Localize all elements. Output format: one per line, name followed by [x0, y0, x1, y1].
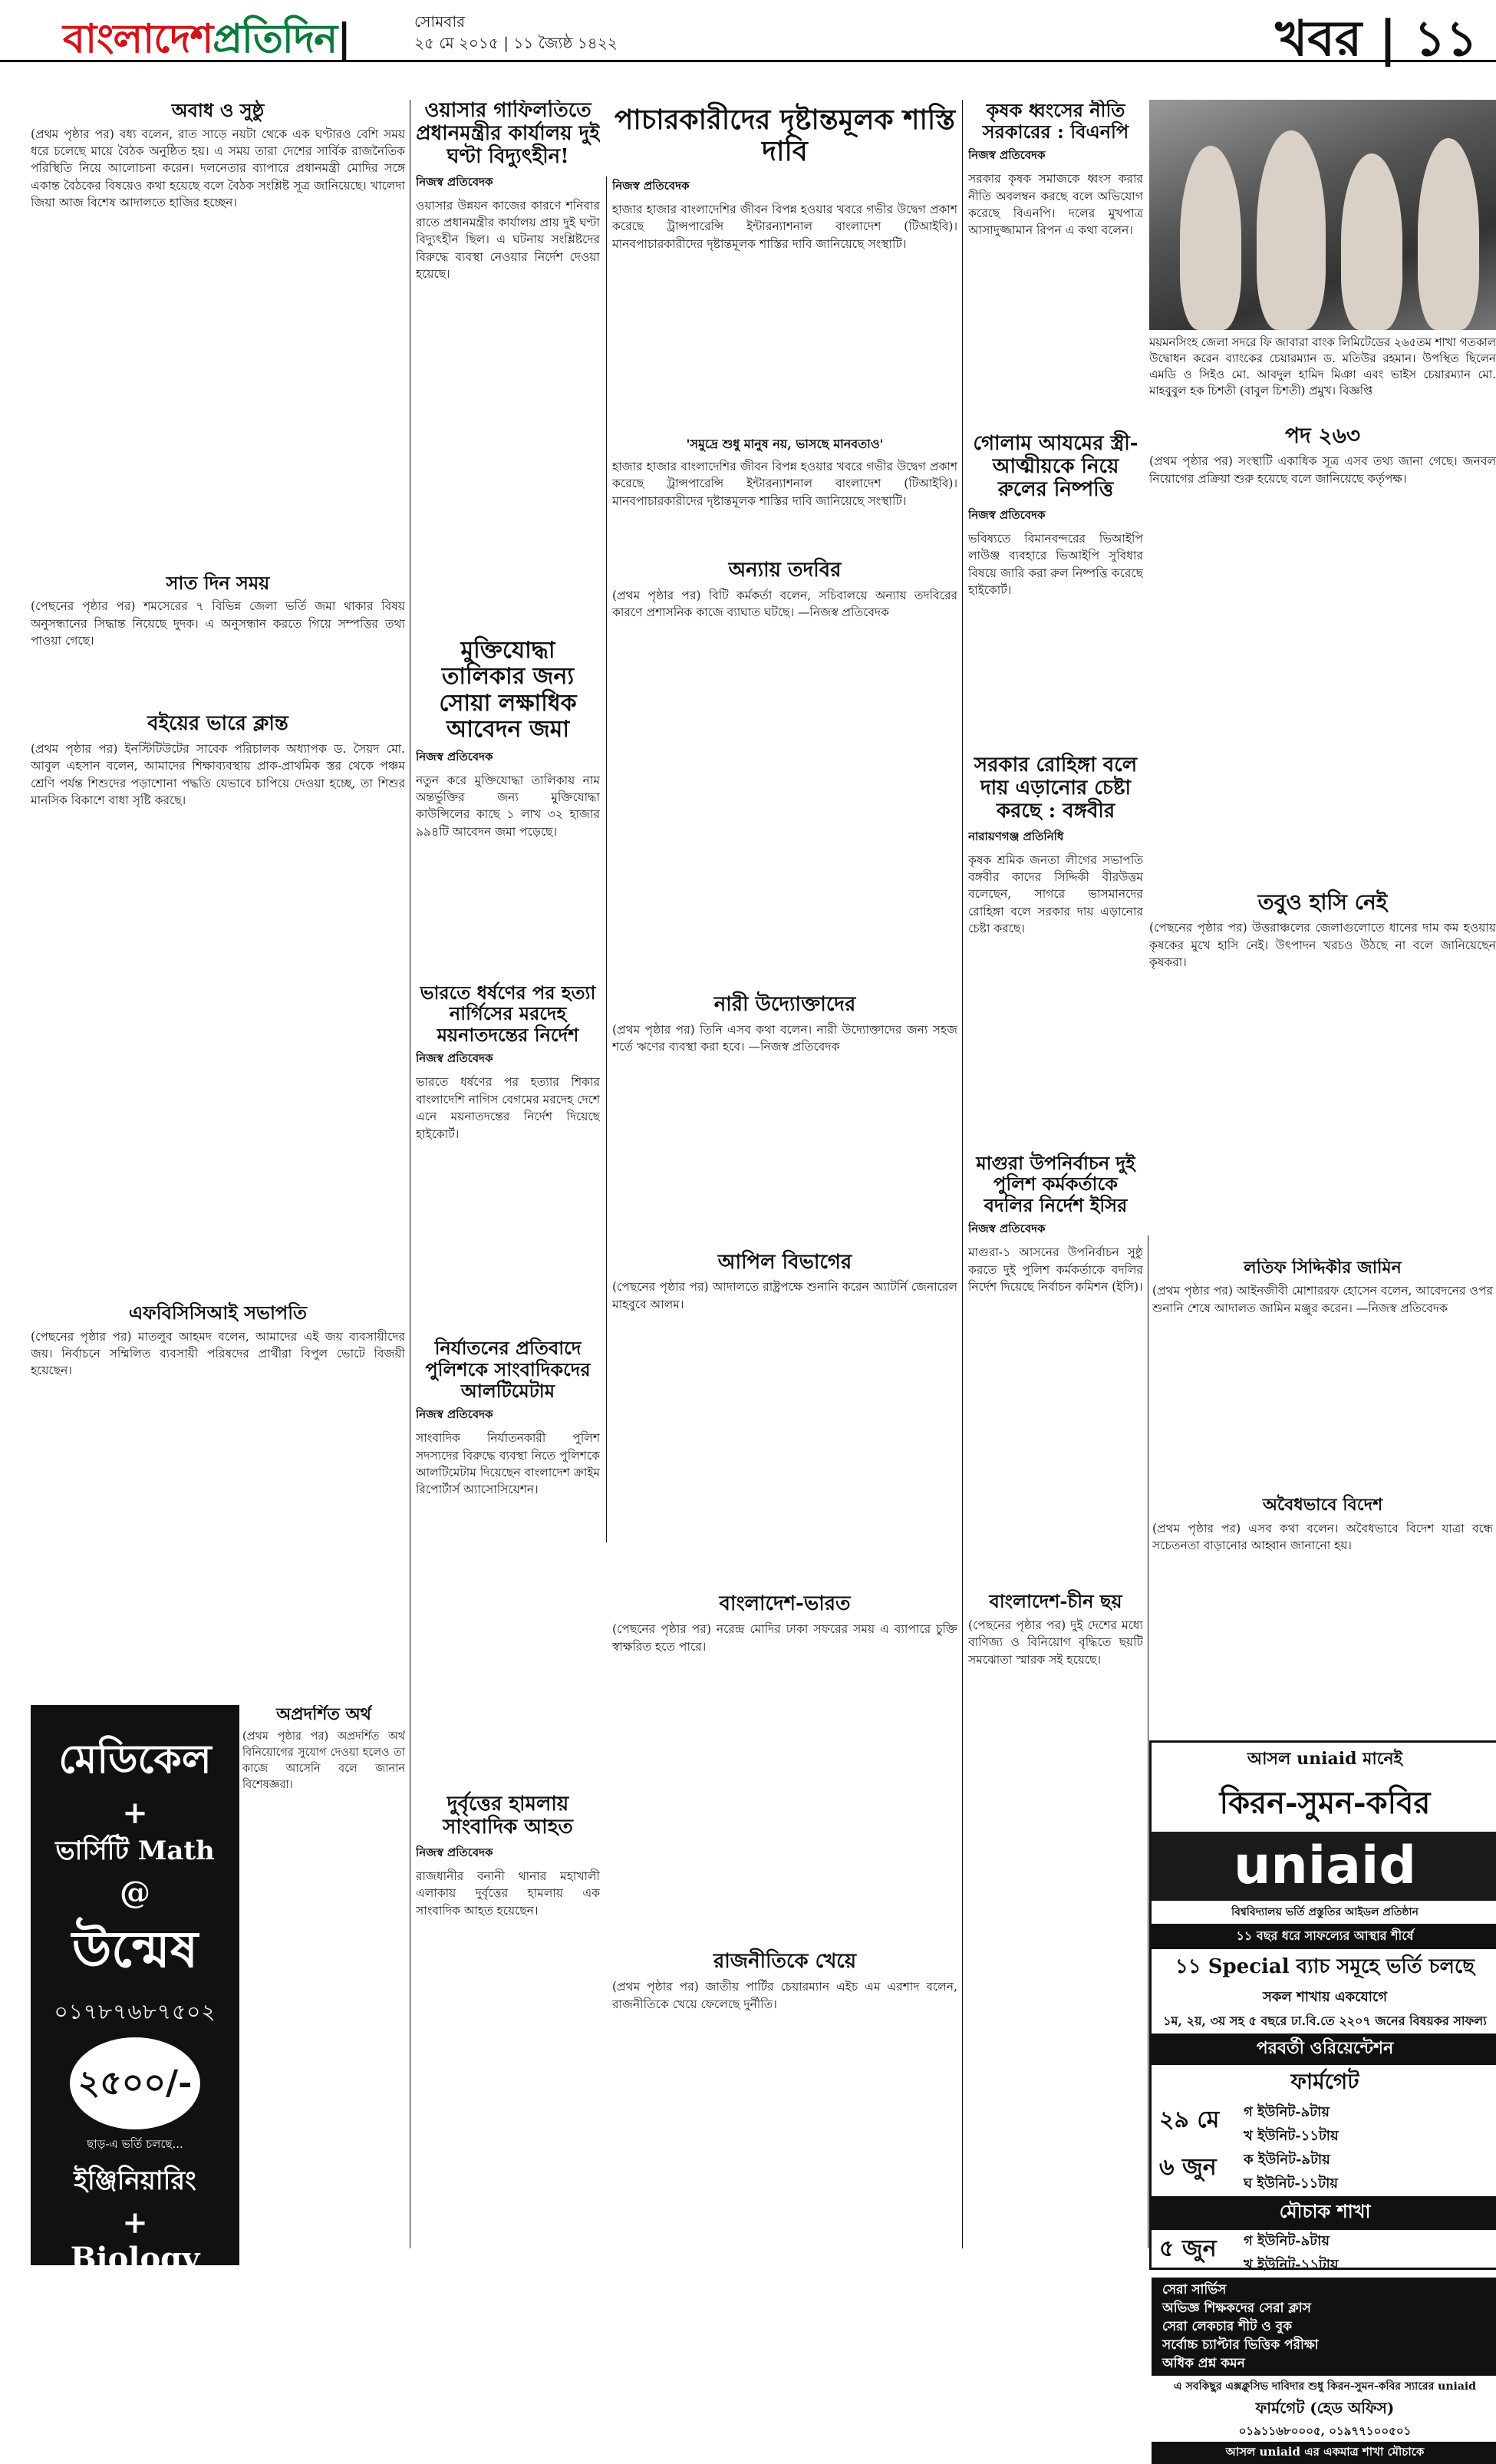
ad-phones: ০১৯১১৬৮০০০৫, ০১৯৭৭১০০৫০১ [1238, 2424, 1412, 2438]
article-body: (পেছনের পৃষ্ঠার পর) শমসেরের ৭ বিভিন্ন জেলা ভর্তি জমা থাকার বিষয় অনুসন্ধানের সিদ্ধান্ত নিয়েছে দুদক। এ অনুসন্ধান করতে গিয়ে সম্পত্তির তথ্য পাওয়া গেছে। [31, 599, 405, 648]
ad-phone-2: ০১৮১১১৬১১৬ [61, 2393, 209, 2419]
article-body: (প্রথম পৃষ্ঠার পর) এসব কথা বলেন। অবৈধভাবে বিদেশ যাত্রা বন্ধে সচেতনতা বাড়ানোর আহ্বান জানানো হয়। [1152, 1521, 1493, 1552]
column-left [31, 100, 405, 1697]
subhead: 'সমুদ্রে শুধু মানুষ নয়, ভাসছে মানবতাও' [686, 436, 884, 451]
headline[interactable]: বাংলাদেশ-চীন ছয় [989, 1590, 1122, 1613]
article-body: নতুন করে মুক্তিযোদ্ধা তালিকায় নাম অন্তর্ভুক্তির জন্য মুক্তিযোদ্ধা কাউন্সিলের কাছে ১ লাখ ৩২ হাজার ৯৯৪টি আবেদন জমা পড়েছে। [416, 773, 600, 839]
headline[interactable]: ওয়াসার গাফিলতিতে প্রধানমন্ত্রীর কার্যালয় দুই ঘণ্টা বিদ্যুৎহীন! [416, 100, 600, 168]
ad-plus-2: + [122, 2205, 148, 2241]
column-left-middle [416, 100, 600, 2248]
ad-bottom: আসল uniaid এর একমাত্র শাখা মৌচাকে [1152, 2442, 1496, 2464]
article-body: (প্রথম পৃষ্ঠার পর) অপ্রদর্শিত অর্থ বিনিয়োগের সুযোগ দেওয়া হলেও তা কাজে আসেনি বলে জানান বিশেষজ্ঞরা। [242, 1730, 405, 1792]
byline: নিজস্ব প্রতিবেদক [416, 749, 493, 764]
ad-at-2: @ [120, 2277, 150, 2313]
ad-footer: এ সবকিছুর এক্সক্লুসিভ দাবিদার শুধু কিরন-সুমন-কবির স্যারের uniaid [1174, 2380, 1476, 2393]
byline: নিজস্ব প্রতিবেদক [416, 1407, 493, 1422]
ad-unit: গ ইউনিট-৯টায় [1244, 2104, 1330, 2120]
ad-brand-udvash: উদ্ভাস [78, 2321, 192, 2375]
article-unreported-money [242, 1705, 405, 2250]
headline[interactable]: রাজনীতিকে খেয়ে [713, 1950, 857, 1974]
article-body: (পেছনের পৃষ্ঠার পর) মাতলুব আহমদ বলেন, আমাদের এই জয় ব্যবসায়ীদের জয়। নির্বাচনে সম্মিলিত ব্যবসায়ী পরিষদের প্রার্থীরা বিপুল ভোটে বিজয়ী হয়েছেন। [31, 1329, 405, 1378]
ad-feature: অধিক প্রশ্ন কমন [1162, 2356, 1245, 2371]
ad-date: ৬ জুন [1159, 2154, 1217, 2181]
uniaid-logo: uniaid [1152, 1832, 1496, 1901]
ad-unit: ঘ ইউনিট-১১টায় [1244, 2175, 1338, 2192]
headline[interactable]: সাত দিন সময় [166, 571, 270, 594]
article-body: রাজধানীর বনানী থানার মহাখালী এলাকায় দুর্বৃত্তের হামলায় এক সাংবাদিক আহত হয়েছেন। [416, 1869, 600, 1918]
article-body: (প্রথম পৃষ্ঠার পর) তিনি এসব কথা বলেন। নারী উদ্যোক্তাদের জন্য সহজ শর্তে ঋণের ব্যবস্থা করা হবে। —নিজস্ব প্রতিবেদক [612, 1022, 957, 1054]
byline: নারায়ণগঞ্জ প্রতিনিধি [968, 829, 1064, 843]
headline[interactable]: ভারতে ধর্ষণের পর হত্যা নার্গিসের মরদেহ ময়নাতদন্তের নির্দেশ [420, 981, 596, 1046]
article-body: মাগুরা-১ আসনের উপনির্বাচন সুষ্ঠু করতে দুই পুলিশ কর্মকর্তাকে বদলির নির্দেশ দিয়েছে নির্বাচন কমিশন (ইসি)। [968, 1245, 1143, 1295]
ad-feature: অভিজ্ঞ শিক্ষকদের সেরা ক্লাস [1162, 2301, 1311, 2316]
person-figure [1180, 146, 1241, 330]
ad-feature: সর্বোচ্চ চ্যাপ্টার ভিত্তিক পরীক্ষা [1162, 2337, 1319, 2353]
byline: নিজস্ব প্রতিবেদক [968, 507, 1046, 522]
section-name: খবর [1275, 10, 1363, 68]
ad-sub: সকল শাখায় একযোগে [1262, 1989, 1388, 2005]
coaching-ad[interactable] [31, 1705, 239, 2419]
article-body: (প্রথম পৃষ্ঠার পর) বিটি কর্মকর্তা বলেন, সচিবালয়ে অন্যায় তদবিরের কারণে প্রশাসনিক কাজে ব্যাঘাত ঘটছে। —নিজস্ব প্রতিবেদক [612, 588, 957, 620]
headline[interactable]: আপিল বিভাগের [717, 1250, 852, 1274]
headline[interactable]: লতিফ সিদ্দিকীর জামিন [1244, 1258, 1402, 1278]
article-body: হাজার হাজার বাংলাদেশির জীবন বিপন্ন হওয়ার খবরে গভীর উদ্বেগ প্রকাশ করেছে ট্রান্সপারেন্সি ইন্টারন্যাশনাল বাংলাদেশ (টিআইবি)। মানবপাচারকারীদের দৃষ্টান্তমূলক শাস্তির দাবি জানিয়েছে সংস্থাটি। [612, 202, 957, 251]
ad-price-badge [70, 2037, 200, 2129]
ad-at: @ [120, 1875, 150, 1911]
ad-branch-farmgate: ফার্মগেট [1290, 2069, 1359, 2094]
person-figure [1257, 130, 1326, 330]
ad-branch-mouchak: মৌচাক শাখা [1152, 2196, 1496, 2230]
page-number: ১১ [1413, 10, 1478, 68]
spacer [968, 1550, 1143, 1558]
ad-unit: খ ইউনিট-১১টায় [1244, 2257, 1339, 2273]
ad-price-note: ছাড়-এ ভর্তি চলছে... [87, 2137, 183, 2151]
ad-varsity-math: ভার্সিটি Math [55, 1836, 215, 1866]
issue-date-text: ২৫ মে ২০১৫ | ১১ জ্যৈষ্ঠ ১৪২২ [414, 34, 618, 52]
headline[interactable]: এফবিসিসিআই সভাপতি [128, 1301, 308, 1324]
masthead [0, 0, 1496, 68]
article-body: (প্রথম পৃষ্ঠার পর) জাতীয় পার্টির চেয়ারম্যান এইচ এম এরশাদ বলেন, রাজনীতিকে খেয়ে ফেলেছে দুর্নীতি। [612, 1980, 957, 2011]
headline[interactable]: বইয়ের ভারে ক্লান্ত [147, 712, 288, 736]
ad-price: ২৫০০/- [77, 2063, 193, 2103]
headline[interactable]: অবাধ ও সুষ্ঠু [171, 100, 265, 121]
photo-caption: ময়মনসিংহ জেলা সদরে ফি জাবারা বাংক লিমিটেডের ২৬৫তম শাখা গতকাল উদ্বোধন করেন ব্যাংকের চেয়ারম্যান ড. মতিউর রহমান। উপস্থিত ছিলেন এমডি ও সিইও মো. আবদুল হামিদ মিঞা এবং ভাইস চেয়ারম্যান মো. মাহবুবুল হক চিশতী (বাবুল চিশতী) প্রমুখ। বিজ্ঞপ্তি [1149, 335, 1496, 397]
headline[interactable]: বাংলাদেশ-ভারত [719, 1592, 851, 1616]
ad-biology: Biology [70, 2241, 200, 2277]
article-body: ওয়াসার উন্নয়ন কাজের কারণে শনিবার রাতে প্রধানমন্ত্রীর কার্যালয় প্রায় দুই ঘণ্টা বিদ্যুৎহীন ছিল। এ ঘটনায় সংশ্লিষ্টদের বিরুদ্ধে ব্যবস্থা নেওয়ার নির্দেশ দেওয়া হয়েছে। [416, 198, 600, 282]
ad-hq: ফার্মগেট (হেড অফিস) [1255, 2399, 1395, 2417]
ad-tagline: বিশ্ববিদ্যালয় ভর্তি প্রস্তুতির আইডল প্রতিষ্ঠান [1231, 1906, 1419, 1918]
byline: নিজস্ব প্রতিবেদক [612, 178, 690, 193]
column-center-right [968, 100, 1143, 2248]
ad-medical: মেডিকেল [58, 1736, 212, 1783]
ad-date: ২৯ মে [1159, 2106, 1220, 2133]
article-body: ভারতে ধর্ষণের পর হত্যার শিকার বাংলাদেশি নাগিস বেগমের মরদেহ দেশে এনে ময়নাতদন্তের নির্দেশ দিয়েছে হাইকোর্ট। [416, 1075, 600, 1141]
headline[interactable]: কৃষক ধ্বংসের নীতি সরকারের : বিএনপি [982, 100, 1129, 143]
headline[interactable]: তবুও হাসি নেই [1257, 889, 1388, 915]
column-center [612, 100, 957, 2248]
headline[interactable]: গোলাম আযমের স্ত্রী-আত্মীয়কে নিয়ে রুলের নিষ্পত্তি [973, 432, 1138, 501]
news-photo[interactable] [1149, 100, 1496, 330]
ad-date: ৫ জুন [1159, 2235, 1217, 2262]
ad-unit: ক ইউনিট-৯টায় [1244, 2152, 1330, 2168]
ad-feature: সেরা সার্ভিস [1162, 2282, 1227, 2297]
issue-date [414, 11, 618, 54]
ad-engineering: ইঞ্জিনিয়ারিং [74, 2165, 196, 2196]
byline: নিজস্ব প্রতিবেদক [968, 148, 1046, 163]
ad-features [1152, 2278, 1496, 2376]
headline[interactable]: নারী উদ্যোক্তাদের [713, 992, 856, 1016]
column-rule [606, 176, 607, 1542]
headline[interactable]: অবৈধভাবে বিদেশ [1262, 1495, 1383, 1516]
headline[interactable]: মুক্তিযোদ্ধা তালিকার জন্য সোয়া লক্ষাধিক আবেদন জমা [439, 636, 577, 744]
logo-part-1: বাংলাদেশ [63, 15, 213, 62]
uniaid-ad[interactable] [1149, 1740, 1496, 2459]
article-body: (প্রথম পৃষ্ঠার পর) সংস্থাটি একাধিক সূত্র এসব তথ্য জানা গেছে। জনবল নিয়োগের প্রক্রিয়া শুরু হয়েছে বলে জানিয়েছে কর্তৃপক্ষ। [1149, 454, 1496, 486]
article-body: সাংবাদিক নির্যাতনকারী পুলিশ সদস্যদের বিরুদ্ধে ব্যবস্থা নিতে পুলিশকে আলটিমেটাম দিয়েছেন বাংলাদেশ ক্রাইম রিপোর্টার্স অ্যাসোসিয়েশন। [416, 1431, 600, 1497]
article-body: সরকার কৃষক সমাজকে ধ্বংস করার নীতি অবলম্বন করছে বলে অভিযোগ করেছে বিএনপি। দলের মুখপাত্র আসাদুজ্জামান রিপন এ কথা বলেন। [968, 172, 1143, 238]
ad-unit: খ ইউনিট-১১টায় [1244, 2128, 1339, 2144]
headline[interactable]: সরকার রোহিঙ্গা বলে দায় এড়ানোর চেষ্টা করছে : বঙ্গবীর [974, 753, 1138, 823]
byline: নিজস্ব প্রতিবেদক [416, 1051, 493, 1066]
column-right [1149, 424, 1496, 1252]
article-body: (প্রথম পৃষ্ঠার পর) বধ্য বলেন, রাত সাড়ে নয়টা থেকে এক ঘণ্টারও বেশি সময় ধরে চলেছে মায়ে বৈঠক অনুষ্ঠিত হয়। এ সময় তারা দেশের সার্বিক রাজনৈতিক পরিস্থিতি নিয়ে আলোচনা করেন। দলনেতার ব্যাপারে প্রধানমন্ত্রী মোদির সঙ্গে একান্ত বৈঠকের বিষয়েও কথা হয়েছে বলে বৈঠক সংশ্লিষ্ট সূত্র জানিয়েছে। খালেদা জিয়া আজ বিশেষ আদালতে হাজির হচ্ছেন। [31, 127, 405, 210]
ad-feature: সেরা লেকচার শীট ও বুক [1162, 2319, 1293, 2334]
column-rule [962, 100, 963, 2248]
headline[interactable]: নির্যাতনের প্রতিবাদে পুলিশকে সাংবাদিকদের আলটিমেটাম [425, 1337, 591, 1402]
article-body: (পেছনের পৃষ্ঠার পর) উত্তরাঞ্চলের জেলাগুলোতে ধানের দাম কম হওয়ায় কৃষকের মুখে হাসি নেই। উৎপাদন খরচও উঠছে না বলে জানিয়েছেন কৃষকরা। [1149, 921, 1496, 970]
article-body: ভবিষ্যতে বিমানবন্দরের ভিআইপি লাউঞ্জ ব্যবহারে ভিআইপি সুবিধার বিষয়ে জারি করা রুল নিষ্পত্তি করেছে হাইকোর্ট। [968, 531, 1143, 598]
article-body: (প্রথম পৃষ্ঠার পর) আইনজীবী মোশাররফ হোসেন বলেন, আবেদনের ওপর শুনানি শেষে আদালত জামিন মঞ্জুর করেন। —নিজস্ব প্রতিবেদক [1152, 1284, 1493, 1315]
photo-caption-box [1149, 335, 1496, 419]
byline: নিজস্ব প্রতিবেদক [416, 1846, 493, 1860]
byline: নিজস্ব প্রতিবেদক [416, 174, 493, 189]
issue-day: সোমবার [414, 12, 466, 31]
ad-unit: গ ইউনিট-৯টায় [1244, 2233, 1330, 2249]
logo-part-2: প্রতিদিন [213, 15, 338, 62]
article-body: হাজার হাজার বাংলাদেশির জীবন বিপন্ন হওয়ার খবরে গভীর উদ্বেগ প্রকাশ করেছে ট্রান্সপারেন্সি ইন্টারন্যাশনাল বাংলাদেশ (টিআইবি)। মানবপাচারকারীদের দৃষ্টান্তমূলক শাস্তির দাবি জানিয়েছে সংস্থাটি। [612, 459, 957, 508]
headline[interactable]: অপ্রদর্শিত অর্থ [276, 1705, 371, 1724]
headline[interactable]: অন্যায় তদবির [728, 558, 842, 582]
ad-result: ১ম, ২য়, ৩য় সহ ৫ বছরে ঢা.বি.তে ২২০৭ জনের বিষয়কর সাফল্য [1163, 2014, 1487, 2028]
ad-teacher-names: কিরন-সুমন-কবির [1219, 1785, 1431, 1821]
headline[interactable]: মাগুরা উপনির্বাচন দুই পুলিশ কর্মকর্তাকে বদলির নির্দেশ ইসির [976, 1151, 1135, 1216]
ad-orientation: পরবর্তী ওরিয়েন্টেশন [1152, 2034, 1496, 2065]
ad-top-line: আসল uniaid মানেই [1247, 1749, 1403, 1769]
ad-special: ১১ Special ব্যাচ সমূহে ভর্তি চলছে [1175, 1955, 1475, 1978]
section-header: খবর | ১১ [1275, 10, 1478, 68]
ad-schedule-1 [1152, 2101, 1496, 2149]
article-body: (প্রথম পৃষ্ঠার পর) ইনস্টিটিউটের সাবেক পরিচালক অধ্যাপক ড. সৈয়দ মো. আবুল এহসান বলেন, আমাদের শিক্ষাব্যবস্থায় প্রাক-প্রাথমিক স্তর থেকে পঞ্চম শ্রেণি পর্যন্ত শিশুদের পড়াশোনা পদ্ধতি যেভাবে চাপিয়ে দেওয়া হচ্ছে, তা শিশুর মানসিক বিকাশে বাধা সৃষ্টি করছে। [31, 742, 405, 808]
ad-schedule-2 [1152, 2149, 1496, 2196]
ad-schedule-3 [1152, 2230, 1496, 2278]
ad-offer: ১১ বছর ধরে সাফল্যের আস্থার শীর্ষে [1152, 1924, 1496, 1949]
lead-headline[interactable]: পাচারকারীদের দৃষ্টান্তমূলক শাস্তি দাবি [614, 104, 956, 168]
byline: নিজস্ব প্রতিবেদক [968, 1222, 1046, 1236]
ad-brand-unmesh: উন্মেষ [71, 1919, 199, 1979]
ad-phone-1: ০১৭৮৭৬৮৭৫০২ [54, 1999, 216, 2024]
article-body: (পেছনের পৃষ্ঠার পর) নরেন্দ্র মোদির ঢাকা সফরের সময় এ ব্যাপারে চুক্তি স্বাক্ষরিত হতে পারে। [612, 1622, 957, 1654]
headline[interactable]: পদ ২৬৩ [1284, 424, 1361, 448]
column-right-lower [1152, 1258, 1493, 1734]
article-body: (পেছনের পৃষ্ঠার পর) দুই দেশের মধ্যে বাণিজ্য ও বিনিয়োগ বৃদ্ধিতে ছয়টি সমঝোতা স্মারক সই হয়েছে। [968, 1618, 1143, 1667]
headline[interactable]: দুর্বৃত্তের হামলায় সাংবাদিক আহত [443, 1793, 573, 1839]
person-figure [1418, 138, 1479, 330]
article-body: (পেছনের পৃষ্ঠার পর) আদালতে রাষ্ট্রপক্ষে শুনানি করেন অ্যাটর্নি জেনারেল মাহবুবে আলম। [612, 1280, 957, 1311]
ad-plus: + [122, 1795, 148, 1831]
person-figure [1341, 153, 1402, 330]
article-body: কৃষক শ্রমিক জনতা লীগের সভাপতি বঙ্গবীর কাদের সিদ্দিকী বীরউত্তম বলেছেন, সাগরে ভাসমানদের রোহিঙ্গা বলে সরকার দায় এড়ানোর চেষ্টা করছে। [968, 853, 1143, 936]
newspaper-logo[interactable]: বাংলাদেশপ্রতিদিন| [63, 15, 351, 62]
